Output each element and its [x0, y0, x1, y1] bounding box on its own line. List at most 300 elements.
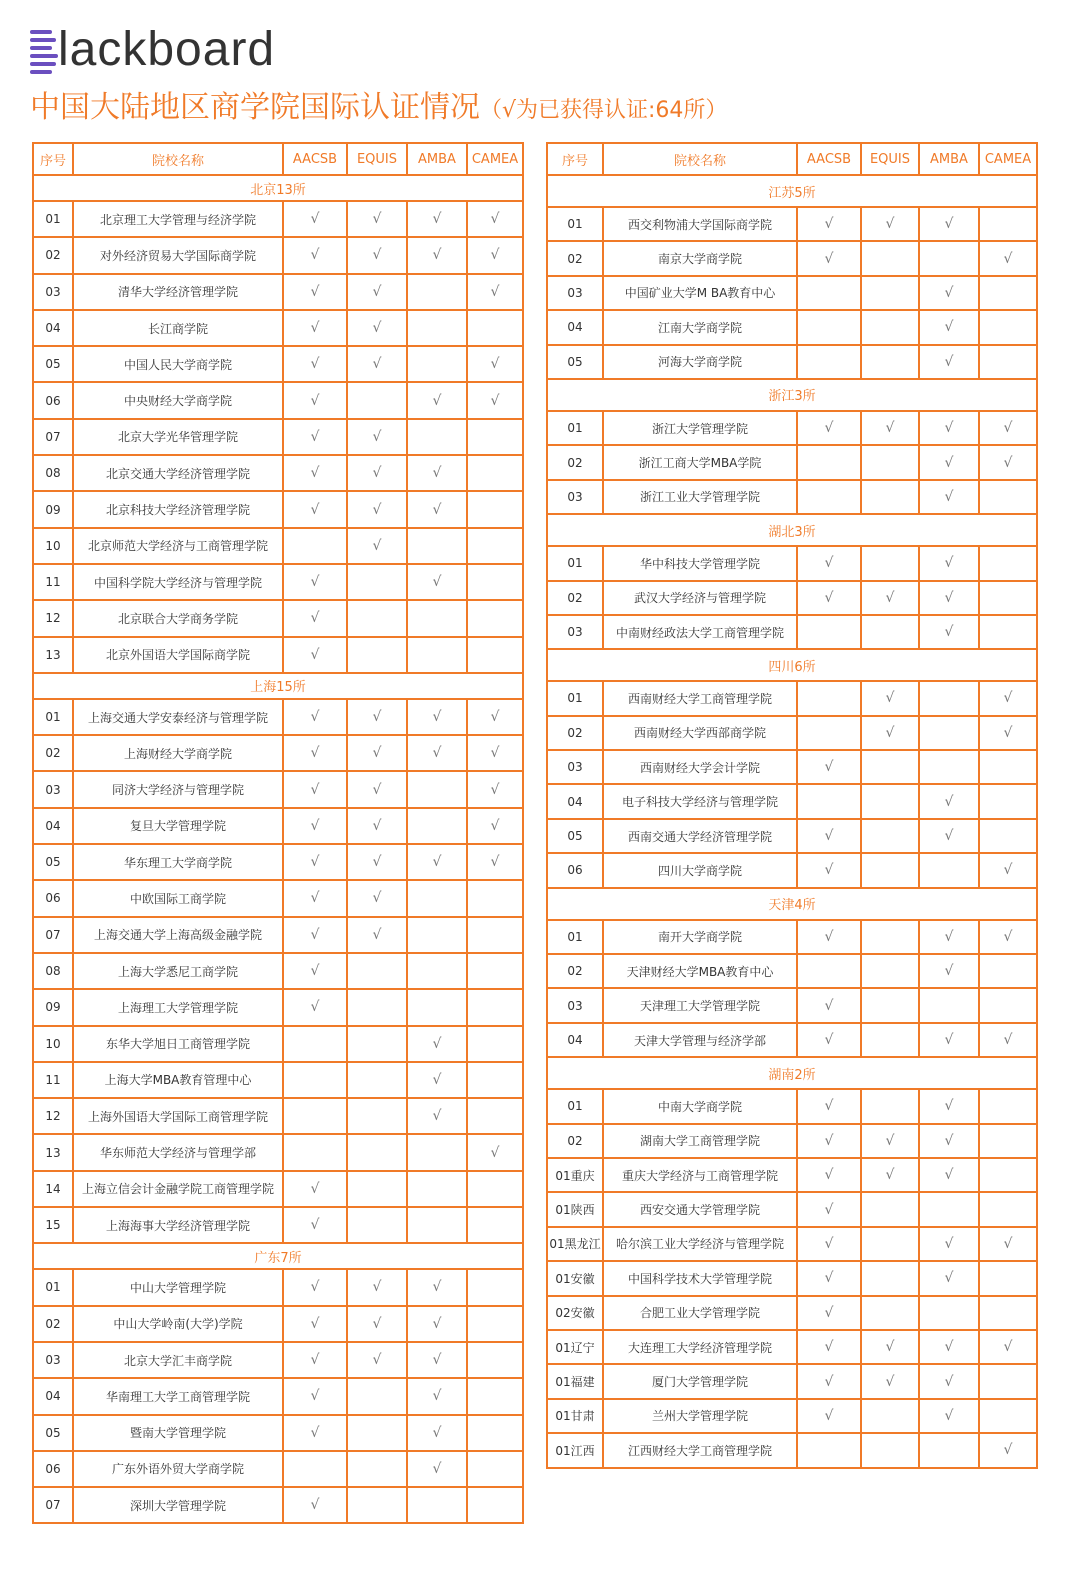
- check-mark-icon: √: [944, 1270, 954, 1287]
- cert-cell-aacsb: [283, 455, 347, 491]
- table-row: [547, 1227, 1037, 1261]
- row-number: 03: [547, 988, 603, 1022]
- table-row: [547, 1124, 1037, 1158]
- cert-cell-amba: [407, 1415, 467, 1451]
- cert-cell-camea: [467, 491, 523, 527]
- table-row: [33, 735, 523, 771]
- cert-cell-equis: [861, 1296, 919, 1330]
- row-number: 02: [547, 581, 603, 615]
- cert-cell-aacsb: [797, 615, 861, 649]
- cert-cell-amba: [919, 581, 979, 615]
- cert-cell-aacsb: [797, 546, 861, 580]
- cert-cell-equis: [347, 1098, 407, 1134]
- table-row: [33, 1026, 523, 1062]
- check-mark-icon: √: [824, 1339, 834, 1356]
- cert-cell-camea: [467, 1487, 523, 1523]
- cert-cell-amba: [407, 1098, 467, 1134]
- section-title: 四川6所: [547, 649, 1037, 681]
- table-row: [33, 699, 523, 735]
- cert-cell-camea: [467, 419, 523, 455]
- row-number: 01江西: [547, 1433, 603, 1467]
- cert-cell-amba: [407, 880, 467, 916]
- check-mark-icon: √: [310, 247, 320, 264]
- row-number: 01: [547, 920, 603, 954]
- row-number: 04: [33, 310, 73, 346]
- school-name: 西南财经大学会计学院: [603, 750, 797, 784]
- check-mark-icon: √: [372, 247, 382, 264]
- check-mark-icon: √: [432, 709, 442, 725]
- row-number: 09: [33, 491, 73, 527]
- cert-cell-aacsb: [283, 1415, 347, 1451]
- cert-cell-aacsb: [283, 735, 347, 771]
- col-header-no: 序号: [33, 143, 73, 175]
- row-number: 07: [33, 917, 73, 953]
- table-row: [33, 1342, 523, 1378]
- cert-cell-camea: [467, 1269, 523, 1305]
- check-mark-icon: √: [372, 890, 382, 907]
- row-number: 04: [33, 1378, 73, 1414]
- cert-cell-amba: [407, 491, 467, 527]
- cert-cell-amba: [919, 853, 979, 887]
- section-title: 浙江3所: [547, 379, 1037, 411]
- cert-cell-equis: [347, 1378, 407, 1414]
- cert-cell-aacsb: [283, 382, 347, 418]
- cert-cell-aacsb: [283, 1487, 347, 1523]
- cert-cell-equis: [347, 1062, 407, 1098]
- check-mark-icon: √: [944, 1407, 954, 1424]
- school-name: 上海大学MBA教育管理中心: [73, 1062, 283, 1098]
- check-mark-icon: √: [372, 1315, 382, 1332]
- check-mark-icon: √: [372, 854, 382, 871]
- check-mark-icon: √: [310, 646, 320, 663]
- cert-cell-amba: [919, 345, 979, 379]
- row-number: 10: [33, 528, 73, 564]
- cert-cell-camea: [979, 1433, 1037, 1467]
- school-name: 四川大学商学院: [603, 853, 797, 887]
- check-mark-icon: √: [310, 574, 320, 591]
- col-header-name: 院校名称: [603, 143, 797, 175]
- section-title: 天津4所: [547, 888, 1037, 920]
- logo-stripes-icon: [30, 28, 60, 74]
- cert-cell-amba: [919, 1399, 979, 1433]
- check-mark-icon: √: [372, 745, 382, 762]
- cert-cell-camea: [979, 546, 1037, 580]
- row-number: 11: [33, 564, 73, 600]
- school-name: 中国科学院大学经济与管理学院: [73, 564, 283, 600]
- cert-cell-amba: [919, 1192, 979, 1226]
- cert-cell-aacsb: [797, 1023, 861, 1057]
- section-header-row: [547, 514, 1037, 546]
- check-mark-icon: √: [372, 817, 382, 834]
- table-row: [547, 1023, 1037, 1057]
- table-row: [547, 750, 1037, 784]
- cert-cell-equis: [347, 771, 407, 807]
- cert-cell-aacsb: [283, 808, 347, 844]
- school-name: 对外经济贸易大学国际商学院: [73, 237, 283, 273]
- cert-cell-amba: [919, 1364, 979, 1398]
- cert-cell-equis: [861, 1192, 919, 1226]
- check-mark-icon: √: [824, 1032, 834, 1048]
- check-mark-icon: √: [824, 1407, 834, 1424]
- table-row: [33, 1451, 523, 1487]
- table-row: [547, 1192, 1037, 1226]
- cert-cell-camea: [979, 1261, 1037, 1295]
- check-mark-icon: √: [824, 216, 834, 233]
- school-name: 华中科技大学管理学院: [603, 546, 797, 580]
- table-row: [33, 528, 523, 564]
- row-number: 03: [33, 1342, 73, 1378]
- cert-cell-aacsb: [283, 310, 347, 346]
- check-mark-icon: √: [372, 465, 382, 482]
- check-mark-icon: √: [824, 420, 834, 437]
- table-row: [33, 1171, 523, 1207]
- check-mark-icon: √: [885, 1132, 895, 1149]
- school-name: 上海交通大学安泰经济与管理学院: [73, 699, 283, 735]
- check-mark-icon: √: [310, 999, 320, 1016]
- cert-cell-aacsb: [283, 637, 347, 673]
- row-number: 02: [33, 1306, 73, 1342]
- check-mark-icon: √: [372, 283, 382, 300]
- school-name: 武汉大学经济与管理学院: [603, 581, 797, 615]
- table-row: [33, 637, 523, 673]
- row-number: 02: [547, 954, 603, 988]
- check-mark-icon: √: [372, 1352, 382, 1369]
- check-mark-icon: √: [490, 283, 500, 300]
- school-name: 上海海事大学经济管理学院: [73, 1207, 283, 1243]
- check-mark-icon: √: [944, 1373, 954, 1390]
- cert-cell-equis: [347, 419, 407, 455]
- cert-cell-amba: [407, 237, 467, 273]
- cert-cell-equis: [861, 750, 919, 784]
- check-mark-icon: √: [944, 928, 954, 945]
- cert-cell-equis: [861, 276, 919, 310]
- row-number: 06: [33, 1451, 73, 1487]
- cert-cell-equis: [347, 808, 407, 844]
- cert-cell-amba: [919, 276, 979, 310]
- check-mark-icon: √: [310, 356, 320, 373]
- check-mark-icon: √: [310, 1315, 320, 1332]
- cert-cell-aacsb: [797, 1433, 861, 1467]
- table-row: [33, 880, 523, 916]
- cert-cell-amba: [407, 989, 467, 1025]
- cert-cell-equis: [347, 1451, 407, 1487]
- school-name: 中国人民大学商学院: [73, 346, 283, 382]
- school-name: 河海大学商学院: [603, 345, 797, 379]
- row-number: 01: [547, 207, 603, 241]
- cert-cell-aacsb: [797, 1364, 861, 1398]
- check-mark-icon: √: [432, 501, 442, 518]
- row-number: 05: [547, 345, 603, 379]
- school-name: 西南财经大学工商管理学院: [603, 681, 797, 715]
- row-number: 08: [33, 953, 73, 989]
- logo-text: lackboard: [58, 23, 276, 76]
- cert-cell-camea: [467, 771, 523, 807]
- cert-cell-equis: [347, 989, 407, 1025]
- cert-cell-aacsb: [283, 989, 347, 1025]
- check-mark-icon: √: [310, 283, 320, 300]
- check-mark-icon: √: [432, 574, 442, 591]
- cert-cell-amba: [407, 201, 467, 237]
- cert-cell-camea: [979, 581, 1037, 615]
- cert-cell-amba: [919, 310, 979, 344]
- check-mark-icon: √: [824, 1235, 834, 1252]
- check-mark-icon: √: [1003, 724, 1013, 741]
- cert-cell-aacsb: [283, 1378, 347, 1414]
- cert-cell-camea: [979, 920, 1037, 954]
- table-row: [33, 274, 523, 310]
- cert-cell-aacsb: [797, 345, 861, 379]
- check-mark-icon: √: [824, 1167, 834, 1184]
- row-number: 12: [33, 1098, 73, 1134]
- cert-cell-equis: [347, 880, 407, 916]
- cert-cell-equis: [861, 920, 919, 954]
- cert-cell-equis: [861, 819, 919, 853]
- cert-cell-aacsb: [797, 1124, 861, 1158]
- school-name: 江西财经大学工商管理学院: [603, 1433, 797, 1467]
- check-mark-icon: √: [1003, 690, 1013, 707]
- table-row: [547, 988, 1037, 1022]
- check-mark-icon: √: [1003, 1339, 1013, 1356]
- section-header-row: [33, 1243, 523, 1269]
- cert-cell-amba: [919, 954, 979, 988]
- cert-cell-aacsb: [797, 920, 861, 954]
- check-mark-icon: √: [310, 428, 320, 445]
- check-mark-icon: √: [1003, 420, 1013, 437]
- row-number: 01: [547, 546, 603, 580]
- school-name: 西交利物浦大学国际商学院: [603, 207, 797, 241]
- cert-cell-amba: [407, 1207, 467, 1243]
- row-number: 03: [547, 750, 603, 784]
- table-row: [33, 564, 523, 600]
- cert-cell-aacsb: [283, 1269, 347, 1305]
- cert-cell-camea: [467, 274, 523, 310]
- table-row: [547, 1399, 1037, 1433]
- cert-cell-camea: [467, 1415, 523, 1451]
- cert-cell-aacsb: [797, 1399, 861, 1433]
- check-mark-icon: √: [490, 356, 500, 373]
- school-name: 同济大学经济与管理学院: [73, 771, 283, 807]
- row-number: 04: [33, 808, 73, 844]
- cert-cell-aacsb: [797, 681, 861, 715]
- row-number: 01黑龙江: [547, 1227, 603, 1261]
- cert-cell-camea: [979, 750, 1037, 784]
- cert-cell-amba: [919, 615, 979, 649]
- blackboard-logo: [30, 18, 275, 74]
- cert-cell-aacsb: [283, 1026, 347, 1062]
- cert-cell-amba: [407, 455, 467, 491]
- check-mark-icon: √: [1003, 1032, 1013, 1048]
- section-title: 湖南2所: [547, 1057, 1037, 1089]
- cert-cell-aacsb: [797, 784, 861, 818]
- school-name: 兰州大学管理学院: [603, 1399, 797, 1433]
- check-mark-icon: √: [944, 1167, 954, 1184]
- cert-cell-camea: [467, 600, 523, 636]
- table-row: [33, 455, 523, 491]
- check-mark-icon: √: [944, 454, 954, 471]
- check-mark-icon: √: [824, 250, 834, 267]
- cert-cell-aacsb: [283, 564, 347, 600]
- cert-cell-camea: [467, 237, 523, 273]
- cert-cell-aacsb: [283, 346, 347, 382]
- cert-cell-aacsb: [283, 1098, 347, 1134]
- table-row: [33, 1415, 523, 1451]
- check-mark-icon: √: [885, 1167, 895, 1184]
- table-row: [547, 819, 1037, 853]
- table-row: [33, 310, 523, 346]
- cert-cell-equis: [347, 455, 407, 491]
- table-row: [547, 241, 1037, 275]
- cert-cell-amba: [919, 920, 979, 954]
- cert-cell-equis: [861, 988, 919, 1022]
- cert-cell-aacsb: [283, 1342, 347, 1378]
- school-name: 西南交通大学经济管理学院: [603, 819, 797, 853]
- check-mark-icon: √: [490, 817, 500, 834]
- check-mark-icon: √: [1003, 862, 1013, 879]
- col-header-amba: AMBA: [919, 143, 979, 175]
- school-name: 天津理工大学管理学院: [603, 988, 797, 1022]
- check-mark-icon: √: [490, 745, 500, 762]
- school-name: 中南财经政法大学工商管理学院: [603, 615, 797, 649]
- cert-cell-camea: [467, 564, 523, 600]
- col-header-equis: EQUIS: [347, 143, 407, 175]
- check-mark-icon: √: [824, 589, 834, 606]
- row-number: 01: [33, 201, 73, 237]
- cert-cell-amba: [407, 1378, 467, 1414]
- cert-cell-equis: [347, 953, 407, 989]
- table-row: [33, 917, 523, 953]
- check-mark-icon: √: [824, 759, 834, 776]
- row-number: 06: [33, 382, 73, 418]
- check-mark-icon: √: [1003, 1235, 1013, 1252]
- row-number: 01陕西: [547, 1192, 603, 1226]
- title-main: 中国大陆地区商学院国际认证情况: [30, 90, 480, 125]
- cert-cell-aacsb: [283, 528, 347, 564]
- cert-cell-camea: [467, 455, 523, 491]
- cert-cell-equis: [347, 1134, 407, 1170]
- table-row: [33, 1207, 523, 1243]
- check-mark-icon: √: [885, 589, 895, 606]
- check-mark-icon: √: [885, 690, 895, 707]
- cert-cell-amba: [919, 1330, 979, 1364]
- check-mark-icon: √: [1003, 928, 1013, 945]
- right-certification-table: [546, 142, 1038, 1469]
- table-row: [547, 1158, 1037, 1192]
- cert-cell-equis: [347, 1487, 407, 1523]
- check-mark-icon: √: [824, 555, 834, 572]
- table-row: [547, 276, 1037, 310]
- school-name: 重庆大学经济与工商管理学院: [603, 1158, 797, 1192]
- table-row: [547, 546, 1037, 580]
- row-number: 07: [33, 1487, 73, 1523]
- school-name: 广东外语外贸大学商学院: [73, 1451, 283, 1487]
- row-number: 01: [33, 1269, 73, 1305]
- cert-cell-equis: [347, 1171, 407, 1207]
- check-mark-icon: √: [944, 589, 954, 606]
- cert-cell-camea: [467, 917, 523, 953]
- cert-cell-camea: [467, 1451, 523, 1487]
- table-row: [33, 346, 523, 382]
- cert-cell-camea: [979, 411, 1037, 445]
- section-header-row: [547, 888, 1037, 920]
- row-number: 05: [33, 1415, 73, 1451]
- check-mark-icon: √: [372, 537, 382, 554]
- cert-cell-camea: [979, 310, 1037, 344]
- check-mark-icon: √: [310, 890, 320, 907]
- school-name: 清华大学经济管理学院: [73, 274, 283, 310]
- check-mark-icon: √: [372, 211, 382, 228]
- section-title: 北京13所: [33, 175, 523, 201]
- cert-cell-camea: [979, 1192, 1037, 1226]
- check-mark-icon: √: [944, 216, 954, 233]
- row-number: 02: [547, 716, 603, 750]
- cert-cell-aacsb: [797, 716, 861, 750]
- cert-cell-camea: [979, 241, 1037, 275]
- cert-cell-aacsb: [283, 880, 347, 916]
- cert-cell-amba: [407, 1451, 467, 1487]
- table-row: [547, 445, 1037, 479]
- cert-cell-equis: [861, 445, 919, 479]
- check-mark-icon: √: [885, 216, 895, 233]
- cert-cell-amba: [407, 346, 467, 382]
- cert-cell-aacsb: [283, 274, 347, 310]
- cert-cell-equis: [347, 1306, 407, 1342]
- row-number: 04: [547, 784, 603, 818]
- check-mark-icon: √: [432, 1460, 442, 1477]
- col-header-name: 院校名称: [73, 143, 283, 175]
- col-header-aacsb: AACSB: [797, 143, 861, 175]
- check-mark-icon: √: [824, 1304, 834, 1321]
- row-number: 01: [547, 681, 603, 715]
- cert-cell-equis: [861, 615, 919, 649]
- table-row: [547, 784, 1037, 818]
- row-number: 04: [547, 1023, 603, 1057]
- row-number: 01: [547, 411, 603, 445]
- cert-cell-amba: [407, 735, 467, 771]
- table-row: [33, 1378, 523, 1414]
- check-mark-icon: √: [944, 1339, 954, 1356]
- cert-cell-camea: [979, 1296, 1037, 1330]
- check-mark-icon: √: [432, 1035, 442, 1052]
- cert-cell-equis: [861, 1124, 919, 1158]
- row-number: 03: [547, 276, 603, 310]
- cert-cell-amba: [919, 1261, 979, 1295]
- row-number: 02安徽: [547, 1296, 603, 1330]
- cert-cell-aacsb: [283, 699, 347, 735]
- check-mark-icon: √: [944, 1032, 954, 1048]
- section-title: 上海15所: [33, 673, 523, 699]
- cert-cell-equis: [347, 844, 407, 880]
- check-mark-icon: √: [944, 1235, 954, 1252]
- cert-cell-equis: [347, 600, 407, 636]
- cert-cell-equis: [861, 1023, 919, 1057]
- check-mark-icon: √: [1003, 1442, 1013, 1459]
- cert-cell-equis: [347, 699, 407, 735]
- table-row: [547, 345, 1037, 379]
- section-header-row: [547, 649, 1037, 681]
- check-mark-icon: √: [824, 828, 834, 845]
- cert-cell-aacsb: [797, 1296, 861, 1330]
- cert-cell-camea: [467, 528, 523, 564]
- row-number: 01辽宁: [547, 1330, 603, 1364]
- school-name: 北京交通大学经济管理学院: [73, 455, 283, 491]
- row-number: 02: [33, 735, 73, 771]
- cert-cell-camea: [979, 1124, 1037, 1158]
- check-mark-icon: √: [432, 1315, 442, 1332]
- row-number: 02: [547, 445, 603, 479]
- school-name: 湖南大学工商管理学院: [603, 1124, 797, 1158]
- check-mark-icon: √: [490, 854, 500, 871]
- check-mark-icon: √: [490, 211, 500, 228]
